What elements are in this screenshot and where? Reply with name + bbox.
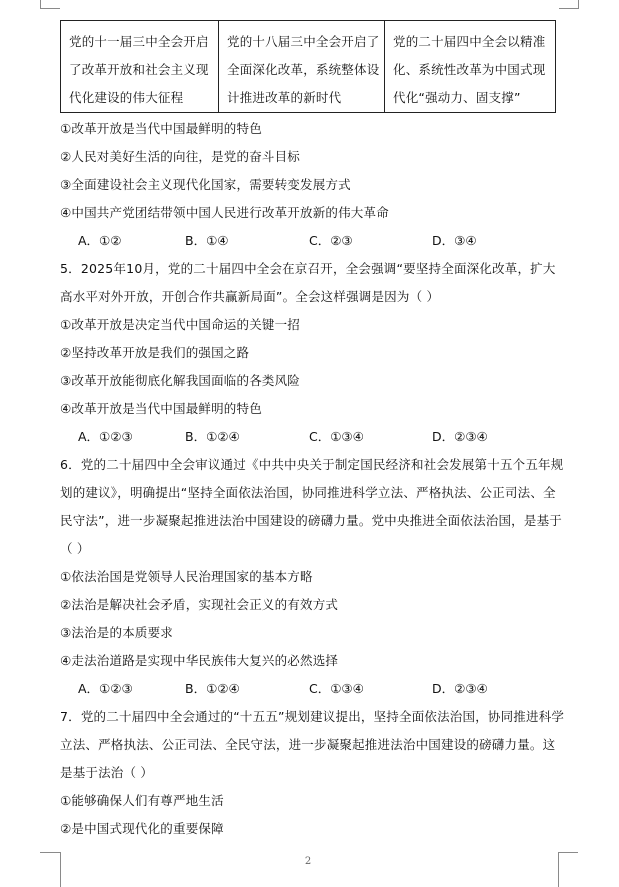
q6-stem-line: 6．党的二十届四中全会审议通过《中共中央关于制定国民经济和社会发展第十五个五年规 xyxy=(60,457,564,472)
q7-stem-line: 是基于法治（ ） xyxy=(60,765,154,780)
q6-stem-line: 民守法”，进一步凝聚起推进法治中国建设的磅礴力量。党中央推进全面依法治国，是基于 xyxy=(60,513,562,528)
q6-option-4: ④走法治道路是实现中华民族伟大复兴的必然选择 xyxy=(60,653,339,668)
q7-stem-line: 7．党的二十届四中全会通过的“十五五”规划建议提出，坚持全面依法治国，协同推进科学 xyxy=(60,709,565,724)
q5-choices xyxy=(78,427,548,447)
crop-mark xyxy=(558,852,578,853)
crop-mark xyxy=(40,0,41,8)
q4-option-4: ④中国共产党团结带领中国人民进行改革开放新的伟大革命 xyxy=(60,205,389,220)
q7-option-2: ②是中国式现代化的重要保障 xyxy=(60,821,224,836)
choice-a: A．①②③ xyxy=(78,429,133,444)
q5-option-1: ①改革开放是决定当代中国命运的关键一招 xyxy=(60,317,301,332)
q4-option-3: ③全面建设社会主义现代化国家，需要转变发展方式 xyxy=(60,177,351,192)
q5-option-4: ④改革开放是当代中国最鲜明的特色 xyxy=(60,401,262,416)
q4-option-1: ①改革开放是当代中国最鲜明的特色 xyxy=(60,121,262,136)
choice-b: B．①④ xyxy=(185,233,229,248)
reform-milestones-table xyxy=(60,20,556,113)
choice-d: D．②③④ xyxy=(432,681,488,696)
q5-stem-line: 高水平对外开放，开创合作共赢新局面”。全会这样强调是因为（ ） xyxy=(60,289,440,304)
q6-option-3: ③法治是的本质要求 xyxy=(60,625,174,640)
choice-a: A．①②③ xyxy=(78,681,133,696)
choice-c: C．①③④ xyxy=(309,681,364,696)
q6-stem-line: 划的建议》，明确提出“坚持全面依法治国，协同推进科学立法、严格执法、公正司法、全 xyxy=(60,485,556,500)
crop-mark xyxy=(40,8,60,9)
choice-c: C．①③④ xyxy=(309,429,364,444)
q5-option-3: ③改革开放能彻底化解我国面临的各类风险 xyxy=(60,373,301,388)
crop-mark xyxy=(558,852,559,887)
crop-mark xyxy=(60,852,61,887)
choice-d: D．③④ xyxy=(432,233,477,248)
choice-d: D．②③④ xyxy=(432,429,488,444)
q6-option-1: ①依法治国是党领导人民治理国家的基本方略 xyxy=(60,569,313,584)
table-cell: 党的十八届三中全会开启了全面深化改革，系统整体设计推进改革的新时代 xyxy=(219,21,385,113)
page-number: 2 xyxy=(304,856,312,867)
q6-stem-line: （ ） xyxy=(60,541,90,556)
choice-b: B．①②④ xyxy=(185,681,240,696)
choice-a: A．①② xyxy=(78,233,122,248)
q7-stem-line: 立法、严格执法、公正司法、全民守法，进一步凝聚起推进法治中国建设的磅礴力量。这 xyxy=(60,737,556,752)
crop-mark xyxy=(578,0,579,8)
table-cell: 党的二十届四中全会以精准化、系统性改革为中国式现代化“强动力、固支撑” xyxy=(385,21,556,113)
q5-option-2: ②坚持改革开放是我们的强国之路 xyxy=(60,345,250,360)
crop-mark xyxy=(40,852,60,853)
choice-c: C．②③ xyxy=(309,233,353,248)
table-row xyxy=(61,21,556,113)
q4-choices xyxy=(78,231,548,251)
q4-option-2: ②人民对美好生活的向往，是党的奋斗目标 xyxy=(60,149,301,164)
q6-choices xyxy=(78,679,548,699)
q6-option-2: ②法治是解决社会矛盾，实现社会正义的有效方式 xyxy=(60,597,339,612)
q7-option-1: ①能够确保人们有尊严地生活 xyxy=(60,793,224,808)
table-cell: 党的十一届三中全会开启了改革开放和社会主义现代化建设的伟大征程 xyxy=(61,21,219,113)
choice-b: B．①②④ xyxy=(185,429,240,444)
crop-mark xyxy=(559,8,579,9)
q5-stem-line: 5．2025年10月，党的二十届四中全会在京召开，全会强调“要坚持全面深化改革，扩大 xyxy=(60,261,556,276)
